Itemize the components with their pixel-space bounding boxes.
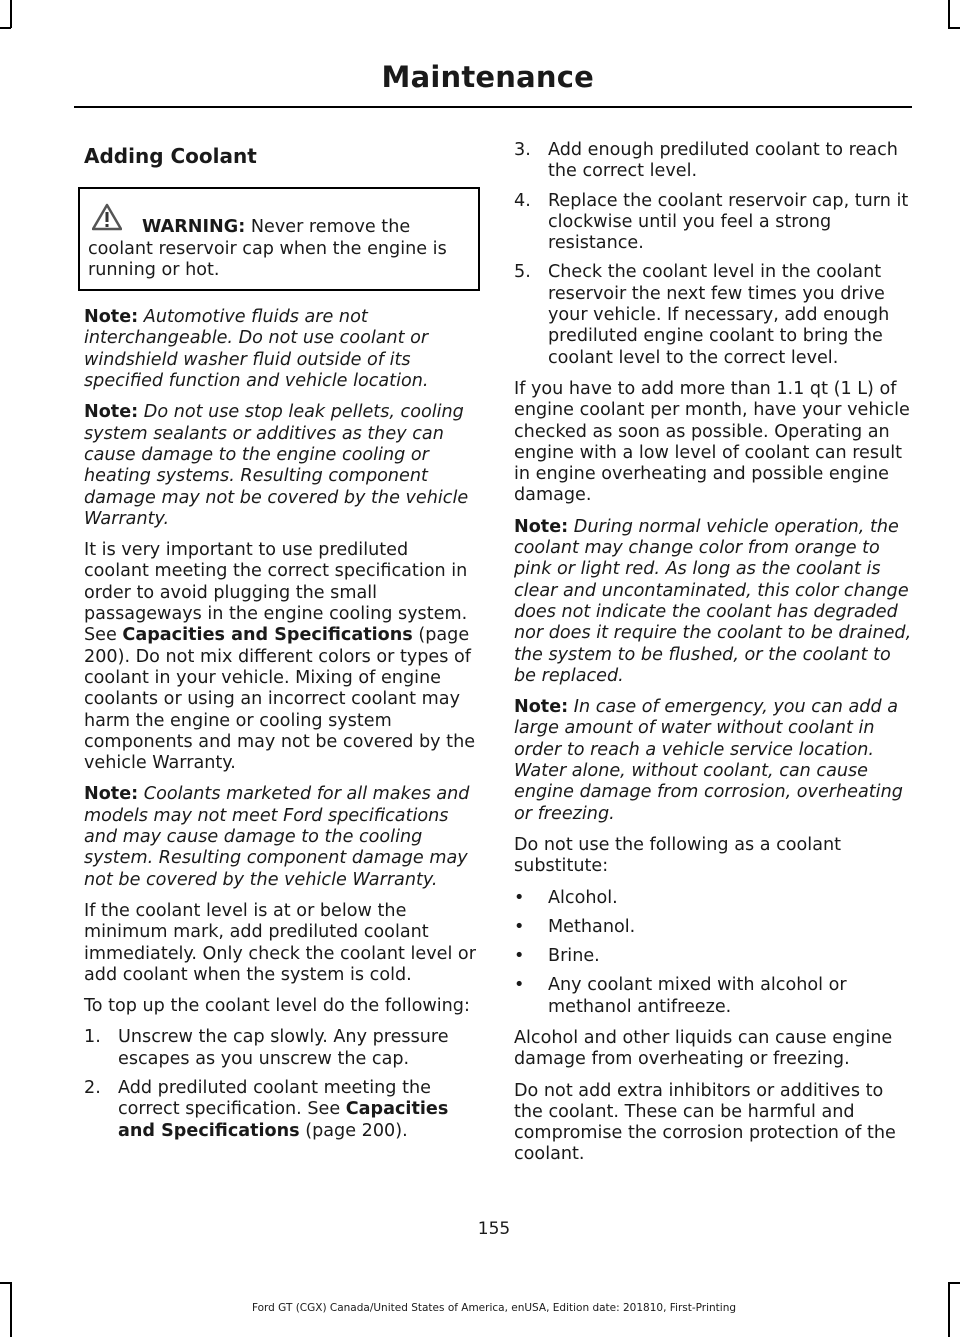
body-paragraph: If the coolant level is at or below the minimum mark, add prediluted coolant immediately. Only check the coolant level or add coolant when the system is cold. <box>84 900 476 985</box>
right-column <box>514 140 912 1176</box>
bullet-list <box>514 888 912 1018</box>
step-text: (page 200). <box>299 1120 408 1141</box>
cross-reference-link[interactable]: Capacities and Specifications <box>122 625 413 646</box>
step-number: 2. <box>84 1077 101 1098</box>
body-paragraph: Alcohol and other liquids can cause engine damage from overheating or freezing. <box>514 1027 893 1070</box>
body-paragraph <box>84 540 476 774</box>
note-paragraph <box>514 517 912 687</box>
step-text: Unscrew the cap slowly. Any pressure escapes as you unscrew the cap. <box>118 1027 449 1069</box>
page-number: 155 <box>477 1219 511 1239</box>
bullet-marker: • <box>514 916 525 937</box>
edition-line: Ford GT (CGX) Canada/United States of America, enUSA, Edition date: 201810, First-Printing <box>251 1302 737 1314</box>
crop-mark <box>0 1282 11 1284</box>
numbered-steps <box>514 140 912 369</box>
step-text: Replace the coolant reservoir cap, turn it clockwise until you feel a strong resistance. <box>548 190 909 254</box>
list-item <box>514 262 912 368</box>
body-paragraph: If you have to add more than 1.1 qt (1 L) of engine coolant per month, have your vehicle checked as soon as possible. Operating an engine with a low level of coolant can result in engine overheating and possible engine damage. <box>514 378 910 506</box>
crop-mark <box>948 27 960 29</box>
note-label: Note: <box>84 784 139 805</box>
note-label: Note: <box>514 516 569 537</box>
list-item <box>514 888 912 909</box>
note-label: Note: <box>84 307 139 328</box>
bullet-text: Brine. <box>548 946 600 967</box>
bullet-text: Alcohol. <box>548 887 618 908</box>
list-item <box>514 975 912 1018</box>
warning-triangle-icon <box>92 203 122 231</box>
note-paragraph <box>514 697 912 825</box>
header-divider <box>74 106 912 108</box>
bullet-text: Any coolant mixed with alcohol or methanol antifreeze. <box>548 975 847 1017</box>
crop-mark <box>10 0 12 28</box>
crop-mark <box>948 0 950 28</box>
note-text: Automotive fluids are not interchangeable. Do not use coolant or windshield washer fluid outside of its specified function and vehicle location. <box>84 307 429 392</box>
step-number: 3. <box>514 140 531 160</box>
section-title: Adding Coolant <box>84 144 257 168</box>
warning-box <box>78 187 480 291</box>
note-label: Note: <box>84 402 139 423</box>
step-number: 1. <box>84 1027 101 1048</box>
crop-mark <box>0 27 11 29</box>
note-label: Note: <box>514 697 569 718</box>
crop-mark <box>948 1282 960 1284</box>
note-paragraph <box>84 402 476 530</box>
note-text: Do not use stop leak pellets, cooling system sealants or additives as they can cause damage to the engine cooling or heating systems. Resulting component damage may not be covered by the vehicle Warranty. <box>84 402 469 529</box>
step-text: Add prediluted coolant meeting the correct specification. See <box>118 1077 431 1120</box>
numbered-steps <box>84 1027 476 1141</box>
body-paragraph: Do not add extra inhibitors or additives to the coolant. These can be harmful and compromise the corrosion protection of the coolant. <box>514 1080 896 1165</box>
list-item <box>84 1027 476 1070</box>
left-column <box>84 140 476 1152</box>
warning-text: Never remove the coolant reservoir cap when the engine is running or hot. <box>88 217 447 280</box>
step-number: 4. <box>514 190 531 211</box>
note-paragraph <box>84 784 476 890</box>
note-text: During normal vehicle operation, the coolant may change color from orange to pink or light red. As long as the coolant is clear and uncontaminated, this color change does not indicate the coolant has degraded nor does it require the coolant to be drained, the system to be flushed, or the coolant to be replaced. <box>514 516 912 686</box>
step-number: 5. <box>514 262 531 283</box>
bullet-marker: • <box>514 975 525 996</box>
note-text: In case of emergency, you can add a large amount of water without coolant in order to reach a vehicle service location. Water alone, without coolant, can cause engine damage from corrosion, overheating or freezing. <box>514 697 903 824</box>
note-paragraph <box>84 307 476 392</box>
list-item <box>84 1078 476 1142</box>
bullet-marker: • <box>514 946 525 967</box>
page-title: Maintenance <box>381 60 594 94</box>
list-item <box>514 917 912 938</box>
bullet-marker: • <box>514 887 525 908</box>
body-paragraph: Do not use the following as a coolant substitute: <box>514 834 842 877</box>
cross-reference-link[interactable]: Capacities and Specifications <box>118 1099 449 1141</box>
body-text: It is very important to use prediluted coolant meeting the correct specification in order to avoid plugging the small passageways in the engine cooling system. See <box>84 540 468 646</box>
step-text: Check the coolant level in the coolant reservoir the next few times you drive your vehicle. If necessary, add enough prediluted engine coolant to bring the coolant level to the correct level. <box>548 262 890 368</box>
list-item <box>514 191 912 255</box>
body-paragraph: To top up the coolant level do the following: <box>84 996 470 1017</box>
warning-label: WARNING: <box>142 217 246 238</box>
list-item <box>514 140 912 183</box>
body-text: (page 200). Do not mix different colors or types of coolant in your vehicle. Mixing of engine coolants or using an incorrect coolant may harm the engine or cooling system components and may not be covered by the vehicle Warranty. <box>84 625 476 774</box>
step-text: Add enough prediluted coolant to reach the correct level. <box>548 140 898 182</box>
note-text: Coolants marketed for all makes and models may not meet Ford specifications and may cause damage to the cooling system. Resulting component damage may not be covered by the vehicle Warranty. <box>84 784 470 890</box>
bullet-text: Methanol. <box>548 916 636 937</box>
list-item <box>514 946 912 967</box>
